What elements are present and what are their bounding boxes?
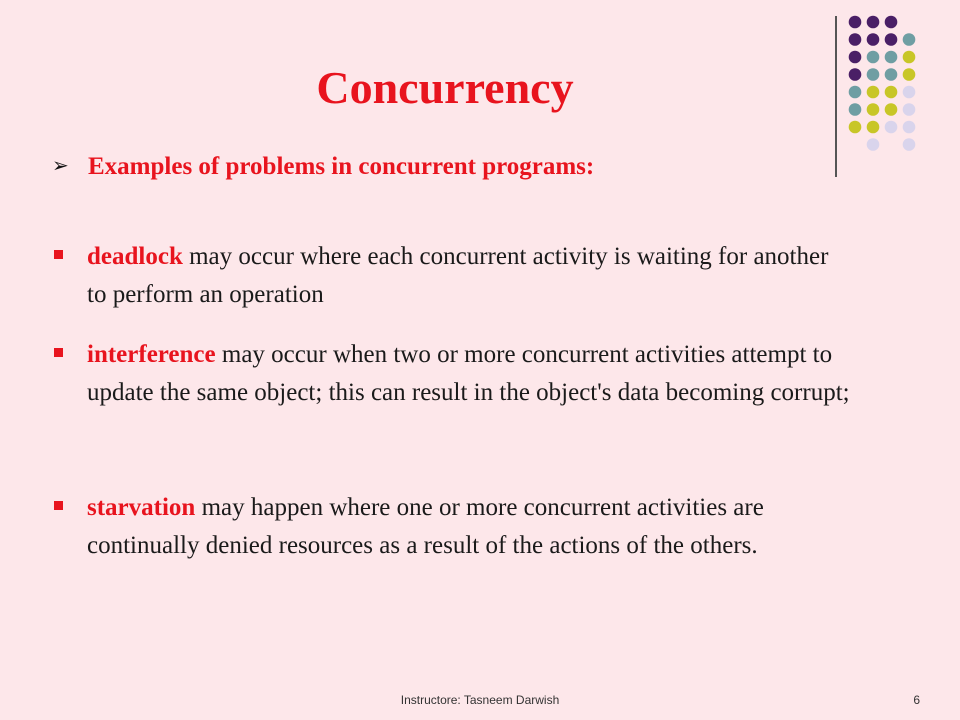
arrow-bullet-icon: ➢	[52, 153, 69, 177]
subheading-text: Examples of problems in concurrent programs:	[88, 153, 595, 180]
footer-instructor: Instructore: Tasneem Darwish	[400, 693, 560, 707]
square-bullet-icon	[54, 348, 63, 357]
bullet-body: may happen where one or more concurrent activities are continually denied resources as a result of the actions of the others.	[87, 494, 764, 559]
decorative-dot	[903, 121, 916, 134]
decorative-dot	[903, 68, 916, 81]
decorative-dot	[903, 86, 916, 99]
bullet-keyword: interference	[87, 341, 216, 368]
decorative-dot	[867, 121, 880, 134]
decorative-dot	[885, 68, 898, 81]
decorative-dot	[849, 51, 862, 64]
bullet-body: may occur where each concurrent activity is waiting for another to perform an operation	[87, 243, 829, 308]
decorative-dot	[867, 51, 880, 64]
bullet-keyword: starvation	[87, 494, 196, 521]
bullet-text	[87, 489, 852, 565]
bullet-deadlock	[52, 238, 852, 314]
decorative-dot	[885, 16, 898, 29]
decorative-dot	[867, 86, 880, 99]
decorative-dot	[885, 51, 898, 64]
subheading	[52, 148, 812, 184]
decorative-dot	[885, 121, 898, 134]
decorative-dot	[867, 16, 880, 29]
square-bullet-icon	[54, 250, 63, 259]
decorative-dot	[849, 68, 862, 81]
decorative-dot	[849, 121, 862, 134]
decorative-dot	[867, 138, 880, 151]
decorative-dot	[867, 33, 880, 46]
decorative-dot-grid	[843, 14, 943, 154]
decorative-dot	[903, 51, 916, 64]
bullet-starvation	[52, 489, 852, 565]
page-number: 6	[913, 693, 920, 707]
bullet-body: may occur when two or more concurrent activities attempt to update the same object; this can result in the object's data becoming corrupt;	[87, 341, 850, 406]
decorative-dot	[849, 86, 862, 99]
square-bullet-icon	[54, 501, 63, 510]
decorative-dot	[903, 138, 916, 151]
decorative-dot	[849, 103, 862, 116]
bullet-interference	[52, 336, 852, 412]
decorative-dot	[849, 16, 862, 29]
decorative-dot	[885, 103, 898, 116]
divider-line	[835, 16, 837, 177]
decorative-dot	[849, 33, 862, 46]
slide-title: Concurrency	[316, 62, 574, 113]
decorative-dot	[867, 103, 880, 116]
decorative-dot	[867, 68, 880, 81]
decorative-dot	[885, 86, 898, 99]
decorative-dot	[885, 33, 898, 46]
bullet-text	[87, 238, 852, 314]
decorative-dot	[903, 103, 916, 116]
decorative-dot	[903, 33, 916, 46]
bullet-text	[87, 336, 852, 412]
bullet-keyword: deadlock	[87, 243, 183, 270]
